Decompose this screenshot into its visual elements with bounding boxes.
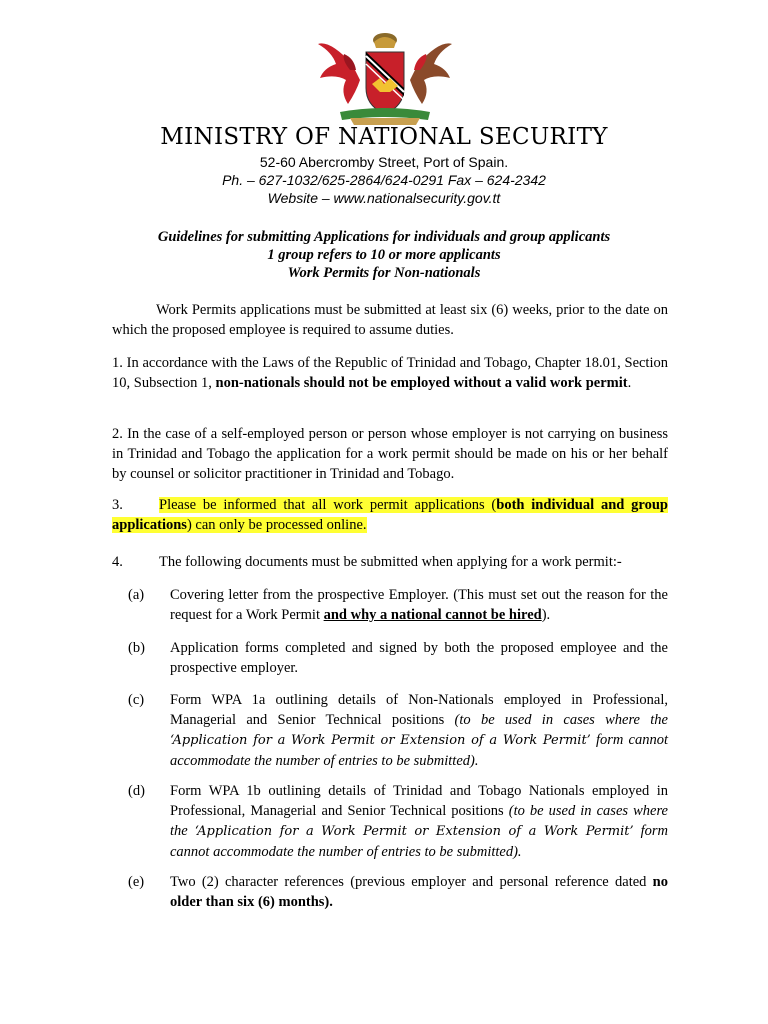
- paragraph-4: 4. The following documents must be submitted when applying for a work permit:-: [112, 554, 622, 570]
- ministry-title: MINISTRY OF NATIONAL SECURITY: [160, 124, 608, 150]
- guidelines-heading-2: 1 group refers to 10 or more applicants: [267, 247, 501, 263]
- paragraph-1: 1. In accordance with the Laws of the Republic of Trinidad and Tobago, Chapter 18.01, Section 10, Subsection 1, non-nationals should not be employed without a valid work permit.: [112, 355, 668, 391]
- address-line: 52-60 Abercromby Street, Port of Spain.: [259, 154, 509, 170]
- intro-paragraph: Work Permits applications must be submitted at least six (6) weeks, prior to the date on which the proposed employee is required to assume duties.: [112, 302, 668, 338]
- paragraph-2: 2. In the case of a self-employed person or person whose employer is not carrying on business in Trinidad and Tobago the application for a work permit should be made on his or her behalf by counsel or solicitor practitioner in Trinidad and Tobago.: [112, 426, 668, 482]
- coat-of-arms-emblem: [310, 30, 460, 126]
- website-line: Website – www.nationalsecurity.gov.tt: [267, 190, 501, 206]
- paragraph-3: 3. Please be informed that all work permit applications (both individual and group applications) can only be processed online.: [112, 497, 668, 533]
- highlighted-text: Please be informed that all work permit applications (both individual and group applications) can only be processed online.: [112, 497, 668, 533]
- phone-fax-line: Ph. – 627-1032/625-2864/624-0291 Fax – 624-2342: [222, 172, 546, 188]
- document-page: MINISTRY OF NATIONAL SECURITY 52-60 Abercromby Street, Port of Spain. Ph. – 627-1032/625-2864/624-0291 Fax – 624-2342 Website – www.nationalsecurity.gov.tt Guidelines for submitting Applications for individuals and group applicants 1 group refers to 10 or more applicants Work Permits for Non-nationals Work Permits applications must be submitted at least six (6) weeks, prior to the date on which the proposed employee is required to assume duties. 1. In accordance with the Laws of the Republic of Trinidad and Tobago, Chapter 18.01, Section 10, Subsection 1, non-nationals should not be employed without a valid work permit. 2. In the case of a self-employed person or person whose employer is not carrying on business in Trinidad and Tobago the application for a work permit should be made on his or her behalf by counsel or solicitor practitioner in Trinidad and Tobago. 3. Please be informed that all work permit applications (both individual and group applications) can only be processed online. 4. The following documents must be submitted when applying for a work permit:- (a) Covering letter from the prospective Employer. (This must set out the reason for the request for a Work Permit and why a national cannot be hired). (b) Application forms completed and signed by both the proposed employee and the prospective employer. (c) Form WPA 1a outlining details of Non-Nationals employed in Professional, Managerial and Senior Technical positions (to be used in cases where the ‘Application for a Work Permit or Extension of a Work Permit’ form cannot accommodate the number of entries to be submitted). (d) Form WPA 1b outlining details of Trinidad and Tobago Nationals employed in Professional, Managerial and Senior Technical positions (to be used in cases where the ‘Application for a Work Permit or Extension of a Work Permit’ form cannot accommodate the number of entries to be submitted). (e) Two (2) character references (previous employer and personal reference dated no older than six (6) months).: [0, 0, 768, 1024]
- guidelines-heading-1: Guidelines for submitting Applications for individuals and group applicants: [157, 229, 611, 245]
- guidelines-heading-3: Work Permits for Non-nationals: [287, 265, 481, 281]
